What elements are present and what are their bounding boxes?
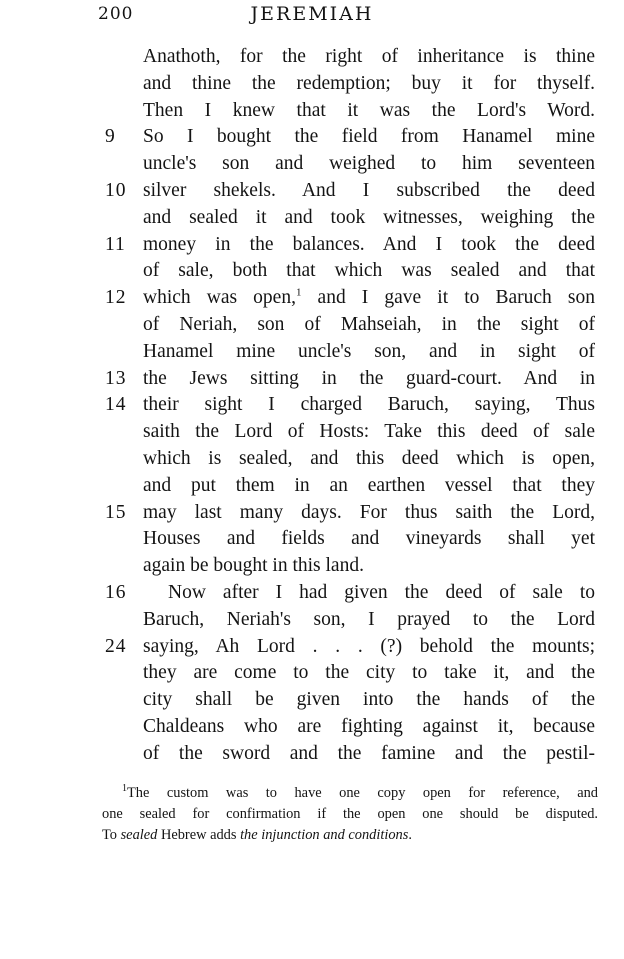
text-line [0,339,624,366]
page-header [0,0,624,40]
line-text: silver shekels. And I subscribed the deed [143,179,595,201]
text-line [0,98,624,125]
text-line [0,71,624,98]
footnote-text: Hebrew adds [157,827,241,843]
text-line [0,714,624,741]
text-line [0,124,624,151]
text-line [0,526,624,553]
footnote-line: one sealed for confirmation if the open one should be disputed. [102,806,598,822]
line-text: money in the balances. And I took the deed [143,233,595,255]
text-line [0,285,624,312]
text-line [0,660,624,687]
text-line [0,44,624,71]
footnote-italic: the injunction and conditions [240,827,409,843]
line-text: of the sword and the famine and the pestil- [143,742,595,764]
line-text: of sale, both that which was sealed and that [143,260,595,282]
line-text: Chaldeans who are fighting against it, because [143,715,595,737]
text-line [0,687,624,714]
footnote [102,783,598,846]
text-line [0,258,624,285]
line-text: saying, Ah Lord . . . (?) behold the mounts; [143,635,595,657]
verse-number: 12 [105,287,127,309]
footnote-italic: sealed [120,827,158,843]
line-text: and thine the redemption; buy it for thyself. [143,72,595,94]
line-text: their sight I charged Baruch, saying, Thus [143,394,595,416]
body-text [0,44,624,768]
footnote-text: To [102,827,121,843]
line-text [143,285,595,312]
line-text: may last many days. For thus saith the Lord, [143,501,595,523]
text-line [0,205,624,232]
verse-number: 10 [105,179,127,201]
text-line [0,446,624,473]
verse-number: 13 [105,367,127,389]
text-line [0,741,624,768]
verse-number: 9 [105,126,116,148]
page-number: 200 [98,4,134,24]
line-text: Houses and fields and vineyards shall yet [143,528,595,550]
line-text: saith the Lord of Hosts: Take this deed of sale [143,421,595,443]
text-line [0,151,624,178]
verse-number: 15 [105,501,127,523]
line-text: the Jews sitting in the guard-court. And in [143,367,595,389]
line-text: city shall be given into the hands of the [143,689,595,711]
running-title: JEREMIAH [250,3,374,25]
text-line [0,634,624,661]
line-text: uncle's son and weighed to him seventeen [143,153,595,175]
text-line [0,607,624,634]
line-text: Anathoth, for the right of inheritance is thine [143,46,595,67]
verse-number: 24 [105,635,127,657]
text-line [0,392,624,419]
line-text: Hanamel mine uncle's son, and in sight of [143,340,595,362]
text-line [0,580,624,607]
text-line [0,473,624,500]
text-line [0,366,624,393]
footnote-line [102,783,598,804]
line-text: and put them in an earthen vessel that they [143,474,595,496]
line-text: So I bought the field from Hanamel mine [143,126,595,148]
line-text: they are come to the city to take it, and the [143,662,595,684]
text-line [0,500,624,527]
line-text: again be bought in this land. [143,555,364,577]
text-line [0,232,624,259]
verse-number: 14 [105,394,127,416]
footnote-marker: 1 [122,783,127,795]
footnote-text: The custom was to have one copy open for reference, and [127,785,598,801]
text-line [0,553,624,580]
text-line [0,419,624,446]
footnote-line [102,825,598,846]
text-line [0,312,624,339]
verse-number: 11 [105,233,126,255]
line-text: of Neriah, son of Mahseiah, in the sight of [143,313,595,335]
footnote-text: . [408,827,412,843]
line-text: Then I knew that it was the Lord's Word. [143,99,595,121]
line-text-part: which was open, [143,287,296,309]
line-text: Now after I had given the deed of sale to [168,581,595,603]
line-text: which is sealed, and this deed which is open, [143,447,595,469]
text-line [0,178,624,205]
line-text-part: and I gave it to Baruch son [301,287,595,309]
line-text: and sealed it and took witnesses, weighing the [143,206,595,228]
line-text: Baruch, Neriah's son, I prayed to the Lord [143,608,595,630]
verse-number: 16 [105,581,127,603]
footnote-reference: 1 [295,286,302,299]
